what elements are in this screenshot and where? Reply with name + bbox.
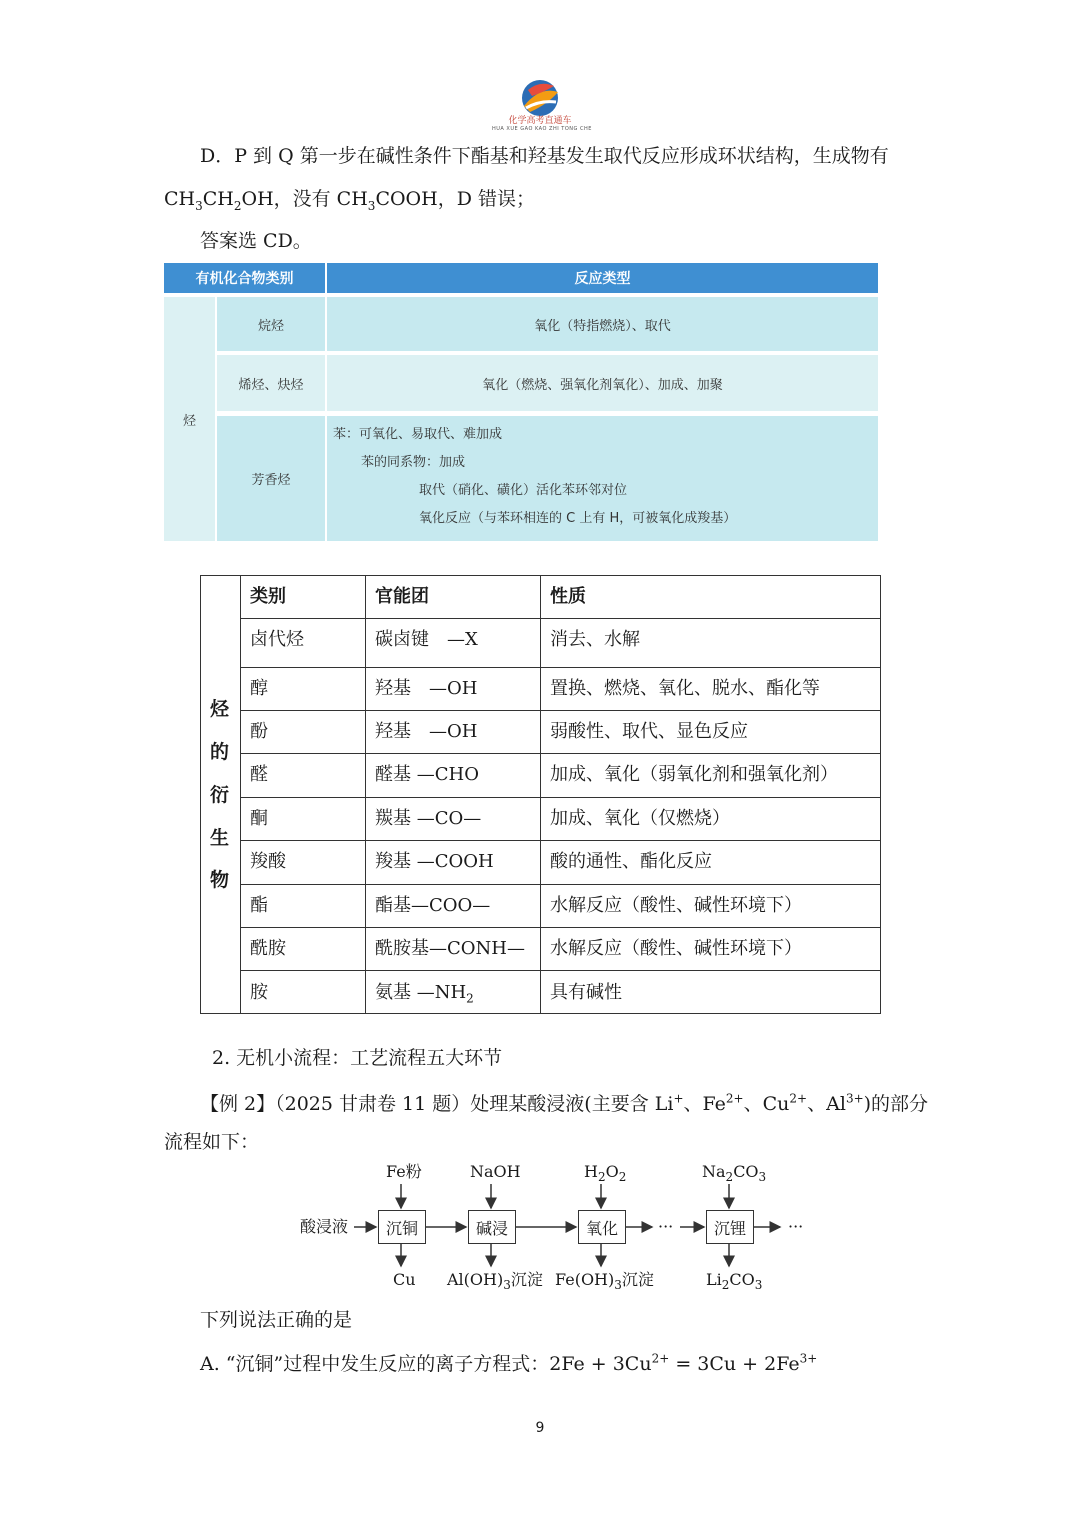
flow-input-iron-powder: Fe粉 <box>386 1162 422 1181</box>
table1-group-label: 烃 <box>164 297 215 541</box>
para-d-line1: D．P 到 Q 第一步在碱性条件下酯基和羟基发生取代反应形成环状结构，生成物有 <box>200 145 889 167</box>
side-label-char-1: 烃 <box>210 698 230 720</box>
logo-subtext: HUA XUE GAO KAO ZHI TONG CHE <box>492 126 592 132</box>
table2-row1-group: 碳卤键 —X <box>375 629 478 650</box>
table2-row8-group: 酰胺基—CONH— <box>375 938 525 959</box>
flow-output-aloh3: $Al(OH)_3$沉淀 <box>447 1270 543 1293</box>
flow-dots-2: ··· <box>788 1217 804 1236</box>
table2-row5-category: 酮 <box>250 808 268 829</box>
table2-row8-category: 酰胺 <box>250 938 286 959</box>
table1-row2-category: 烯烃、炔烃 <box>217 355 325 411</box>
aromatic-line-4: 氧化反应（与苯环相连的 C 上有 H，可被氧化成羧基） <box>419 511 737 526</box>
flow-box-alkali-leach: 碱浸 <box>468 1210 516 1244</box>
table2-row7-group: 酯基—COO— <box>375 895 491 916</box>
aromatic-line-2: 苯的同系物：加成 <box>361 455 466 470</box>
table1-row1-reaction: 氧化（特指燃烧）、取代 <box>327 297 878 351</box>
question-text: 下列说法正确的是 <box>200 1309 353 1331</box>
table2-row5-property: 加成、氧化（仅燃烧） <box>550 808 730 829</box>
table2-row6-category: 羧酸 <box>250 851 286 872</box>
table2-row5-group: 羰基 —CO— <box>375 808 482 829</box>
side-label-char-2: 的 <box>210 741 230 763</box>
table2-header-property: 性质 <box>550 586 586 607</box>
flow-output-cu: Cu <box>393 1270 416 1289</box>
flow-dots-1: ··· <box>658 1217 674 1236</box>
table2-row3-group: 羟基 —OH <box>375 721 478 742</box>
para-d-line2: $CH_3CH_2OH$，没有 $CH_3COOH$，D 错误； <box>164 188 535 213</box>
side-label-char-5: 物 <box>210 869 230 891</box>
table2-row4-category: 醛 <box>250 764 268 785</box>
table1-row2-reaction: 氧化（燃烧、强氧化剂氧化）、加成、加聚 <box>327 355 878 411</box>
process-flowchart <box>290 1160 850 1293</box>
table2-header-group: 官能团 <box>375 586 429 607</box>
reaction-type-table <box>164 263 878 541</box>
flow-start-label: 酸浸液 <box>300 1217 349 1236</box>
side-label-char-3: 衍 <box>210 784 230 806</box>
table2-row7-category: 酯 <box>250 895 268 916</box>
table2-row7-property: 水解反应（酸性、碱性环境下） <box>550 895 802 916</box>
flow-output-li2co3: $Li_2CO_3$ <box>706 1270 763 1293</box>
table2-row9-property: 具有碱性 <box>550 982 622 1003</box>
table2-row2-group: 羟基 —OH <box>375 678 478 699</box>
page-number: 9 <box>535 1420 545 1436</box>
flow-input-na2co3: $Na_2CO_3$ <box>702 1162 767 1185</box>
aromatic-line-1: 苯：可氧化、易取代、难加成 <box>333 427 503 442</box>
table1-header-reaction: 反应类型 <box>327 263 878 293</box>
flow-box-lithium-precipitation: 沉锂 <box>706 1210 754 1244</box>
flow-input-naoh: NaOH <box>470 1162 521 1181</box>
table2-row1-property: 消去、水解 <box>550 629 640 650</box>
table2-row2-category: 醇 <box>250 678 268 699</box>
flow-output-feoh3: $Fe(OH)_3$沉淀 <box>555 1270 654 1293</box>
aromatic-line-3: 取代（硝化、磺化）活化苯环邻对位 <box>419 483 628 498</box>
section-2-heading: 2. 无机小流程：工艺流程五大环节 <box>212 1047 503 1069</box>
table2-row9-group: 氨基 $—NH_2$ <box>375 982 474 1006</box>
logo-text: 化学高考直通车 <box>508 116 572 126</box>
flow-box-oxidation: 氧化 <box>578 1210 626 1244</box>
table2-header-category: 类别 <box>250 586 286 607</box>
derivatives-table <box>200 575 881 1014</box>
side-label-char-4: 生 <box>210 827 230 849</box>
table1-row3-category: 芳香烃 <box>217 416 325 541</box>
table1-row1-category: 烷烃 <box>217 297 325 351</box>
answer-text: 答案选 CD。 <box>200 230 312 252</box>
table2-row2-property: 置换、燃烧、氧化、脱水、酯化等 <box>550 678 820 699</box>
flow-box-copper-precipitation: 沉铜 <box>378 1210 426 1244</box>
table2-row3-category: 酚 <box>250 721 268 742</box>
table2-row4-property: 加成、氧化（弱氧化剂和强氧化剂） <box>550 764 838 785</box>
table2-row4-group: 醛基 —CHO <box>375 764 479 785</box>
flow-input-h2o2: $H_2O_2$ <box>584 1162 627 1185</box>
option-a: A. “沉铜”过程中发生反应的离子方程式：$2Fe + 3Cu^{2+} = 3Cu + 2Fe^{3+}$ <box>200 1351 818 1375</box>
table2-row1-category: 卤代烃 <box>250 629 304 650</box>
table2-row3-property: 弱酸性、取代、显色反应 <box>550 721 748 742</box>
example-2-line1: 【例 2】（2025 甘肃卷 11 题）处理某酸浸液(主要含 Li+、$Fe^{2+}$、$Cu^{2+}$、$Al^{3+}$)的部分 <box>200 1091 929 1115</box>
example-2-line2: 流程如下： <box>164 1131 260 1153</box>
table2-row8-property: 水解反应（酸性、碱性环境下） <box>550 938 802 959</box>
table1-header-category: 有机化合物类别 <box>164 263 325 293</box>
table2-row6-group: 羧基 —COOH <box>375 851 494 872</box>
table2-row6-property: 酸的通性、酯化反应 <box>550 851 712 872</box>
table2-row9-category: 胺 <box>250 982 268 1003</box>
